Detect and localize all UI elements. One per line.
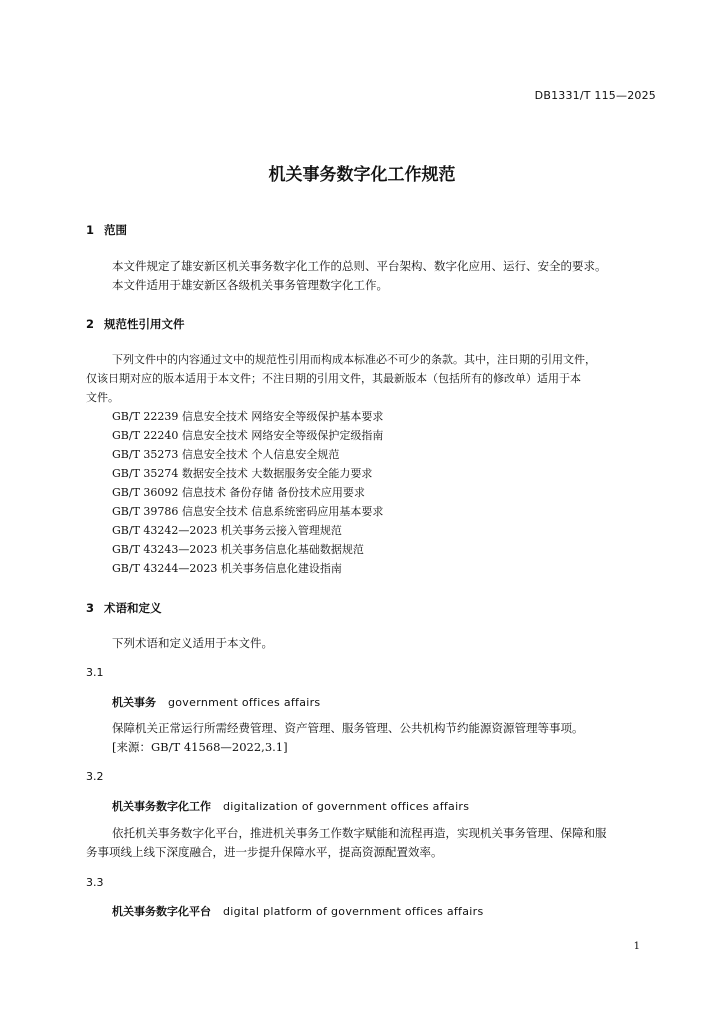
reference-item: GB/T 35274 数据安全技术 大数据服务安全能力要求 [112,467,373,480]
term-english: digital platform of government offices affairs [223,905,484,918]
paragraph-line: 仅该日期对应的版本适用于本文件；不注日期的引用文件，其最新版本（包括所有的修改单）适用于本 [86,372,581,385]
reference-item: GB/T 39786 信息安全技术 信息系统密码应用基本要求 [112,505,384,518]
paragraph: 下列术语和定义适用于本文件。 [112,636,273,650]
clause-number: 3.3 [86,876,104,889]
definition-line: 保障机关正常运行所需经费管理、资产管理、服务管理、公共机构节约能源资源管理等事项。 [112,721,584,735]
clause-number: 3.1 [86,666,104,679]
paragraph-line: 下列文件中的内容通过文中的规范性引用而构成本标准必不可少的条款。其中，注日期的引用文件， [112,353,596,366]
definition-line: 务事项线上线下深度融合，进一步提升保障水平，提高资源配置效率。 [86,845,443,859]
document-number: DB1331/T 115—2025 [534,89,656,102]
section-title: 范围 [104,223,127,237]
paragraph: 本文件适用于雄安新区各级机关事务管理数字化工作。 [112,278,388,292]
section-number: 2 [86,317,95,331]
term-chinese: 机关事务 [112,696,156,709]
term-entry [112,694,320,710]
reference-item: GB/T 35273 信息安全技术 个人信息安全规范 [112,448,340,461]
section-1-heading [86,222,127,238]
reference-item: GB/T 36092 信息技术 备份存储 备份技术应用要求 [112,486,365,499]
term-english: digitalization of government offices affairs [223,800,470,813]
reference-item: GB/T 43244—2023 机关事务信息化建设指南 [112,562,342,575]
paragraph: 本文件规定了雄安新区机关事务数字化工作的总则、平台架构、数字化应用、运行、安全的要求。 [112,259,607,273]
section-number: 1 [86,223,95,237]
term-entry [112,798,469,814]
section-number: 3 [86,601,95,615]
page-number: 1 [633,941,640,952]
reference-item: GB/T 22239 信息安全技术 网络安全等级保护基本要求 [112,410,384,423]
section-2-heading [86,316,185,332]
paragraph-line: 文件。 [86,391,119,404]
term-chinese: 机关事务数字化平台 [112,905,211,918]
source-note: [来源：GB/T 41568—2022,3.1] [112,740,288,754]
section-title: 规范性引用文件 [104,317,185,331]
section-3-heading [86,600,162,616]
section-title: 术语和定义 [104,601,162,615]
reference-item: GB/T 22240 信息安全技术 网络安全等级保护定级指南 [112,429,384,442]
definition-line: 依托机关事务数字化平台，推进机关事务工作数字赋能和流程再造，实现机关事务管理、保障和服 [112,826,607,840]
document-title: 机关事务数字化工作规范 [268,165,456,185]
reference-item: GB/T 43243—2023 机关事务信息化基础数据规范 [112,543,364,556]
clause-number: 3.2 [86,770,104,783]
term-english: government offices affairs [168,696,321,709]
reference-item: GB/T 43242—2023 机关事务云接入管理规范 [112,524,342,537]
term-chinese: 机关事务数字化工作 [112,800,211,813]
term-entry [112,903,483,919]
